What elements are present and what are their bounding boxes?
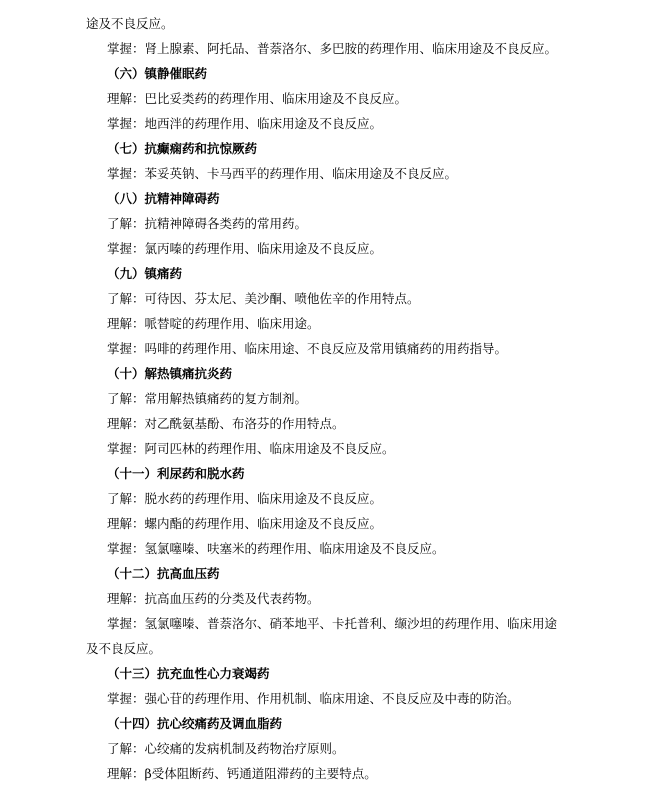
section-heading: （十三）抗充血性心力衰竭药: [107, 666, 270, 681]
section-heading: （十四）抗心绞痛药及调血脂药: [107, 716, 283, 731]
text-line: 掌握：苯妥英钠、卡马西平的药理作用、临床用途及不良反应。: [107, 166, 458, 181]
section-heading: （九）镇痛药: [107, 266, 183, 281]
text-line: 掌握：阿司匹林的药理作用、临床用途及不良反应。: [107, 441, 395, 456]
text-line: 理解：螺内酯的药理作用、临床用途及不良反应。: [107, 516, 383, 531]
text-line: 掌握：地西泮的药理作用、临床用途及不良反应。: [107, 116, 383, 131]
section-heading: （八）抗精神障碍药: [107, 191, 220, 206]
text-line: 了解：心绞痛的发病机制及药物治疗原则。: [107, 741, 345, 756]
text-line: 了解：常用解热镇痛药的复方制剂。: [107, 391, 308, 406]
section-heading: （六）镇静催眠药: [107, 66, 208, 81]
text-line: 掌握：吗啡的药理作用、临床用途、不良反应及常用镇痛药的用药指导。: [107, 341, 508, 356]
text-line: 理解：β受体阻断药、钙通道阻滞药的主要特点。: [107, 766, 377, 781]
text-line: 掌握：肾上腺素、阿托品、普萘洛尔、多巴胺的药理作用、临床用途及不良反应。: [107, 41, 558, 56]
text-line: 理解：抗高血压药的分类及代表药物。: [107, 591, 320, 606]
section-heading: （十一）利尿药和脱水药: [107, 466, 245, 481]
text-line: 了解：脱水药的药理作用、临床用途及不良反应。: [107, 491, 383, 506]
text-line: 了解：抗精神障碍各类药的常用药。: [107, 216, 308, 231]
text-line: 理解：对乙酰氨基酚、布洛芬的作用特点。: [107, 416, 345, 431]
text-line: 及不良反应。: [86, 641, 162, 656]
section-heading: （七）抗癫痫药和抗惊厥药: [107, 141, 258, 156]
text-line: 掌握：氢氯噻嗪、普萘洛尔、硝苯地平、卡托普利、缬沙坦的药理作用、临床用途: [107, 616, 558, 631]
section-heading: （十二）抗高血压药: [107, 566, 220, 581]
text-line: 掌握：氢氯噻嗪、呋塞米的药理作用、临床用途及不良反应。: [107, 541, 445, 556]
text-line: 理解：哌替啶的药理作用、临床用途。: [107, 316, 320, 331]
text-line: 理解：巴比妥类药的药理作用、临床用途及不良反应。: [107, 91, 408, 106]
text-line: 掌握：强心苷的药理作用、作用机制、临床用途、不良反应及中毒的防治。: [107, 691, 520, 706]
text-line: 途及不良反应。: [86, 16, 174, 31]
text-line: 掌握：氯丙嗪的药理作用、临床用途及不良反应。: [107, 241, 383, 256]
section-heading: （十）解热镇痛抗炎药: [107, 366, 233, 381]
text-line: 了解：可待因、芬太尼、美沙酮、喷他佐辛的作用特点。: [107, 291, 420, 306]
